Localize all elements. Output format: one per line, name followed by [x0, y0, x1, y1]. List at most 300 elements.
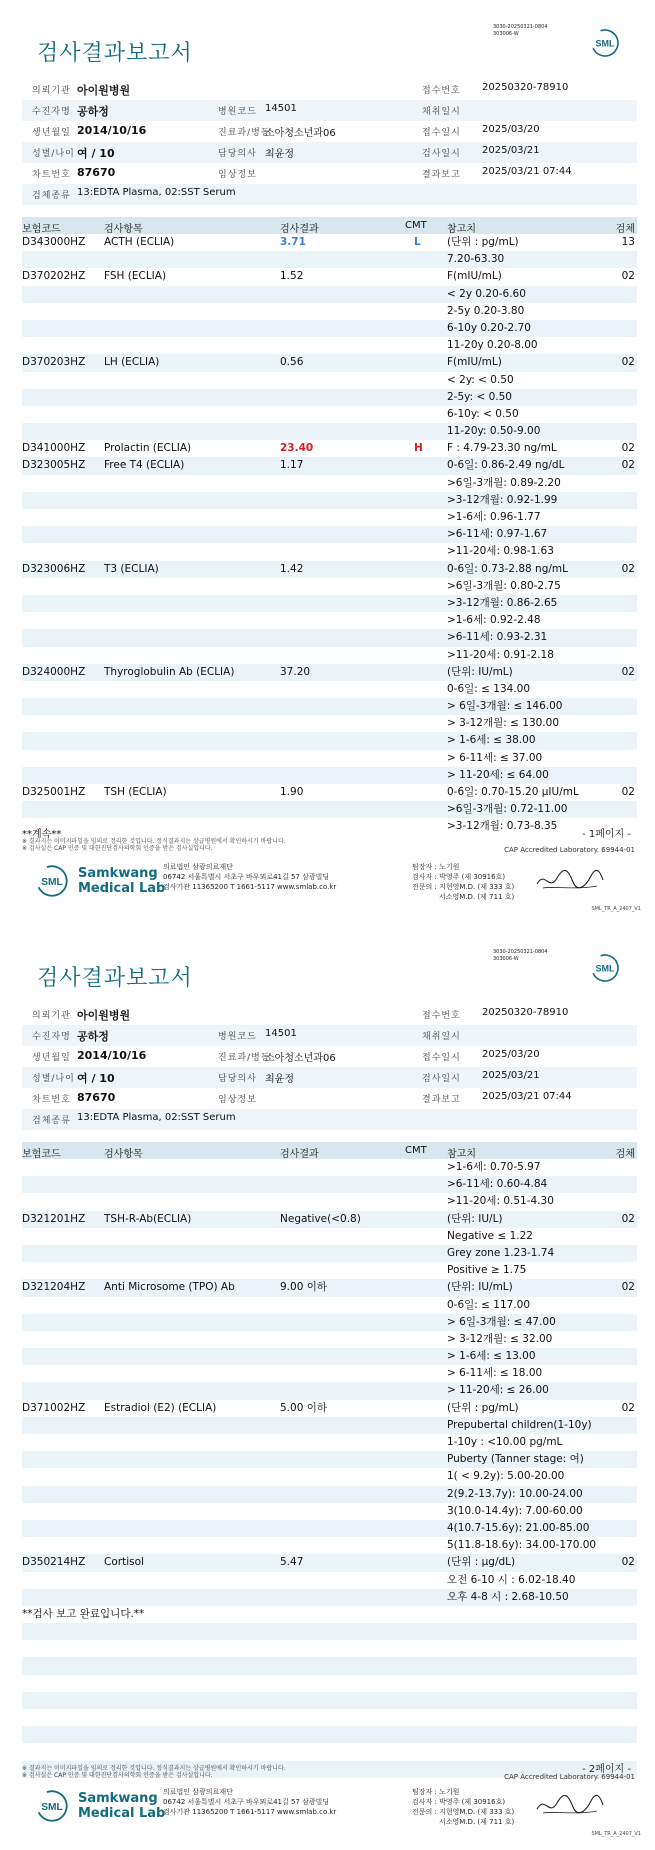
info-value-dob: 2014/10/16: [77, 1049, 147, 1062]
info-label: 결과보고: [422, 1095, 461, 1105]
table-row: [22, 1159, 637, 1176]
barcode-line: 3030-20250321-0804: [493, 949, 548, 955]
cell-ref: > 6일-3개월: ≤ 47.00: [447, 1315, 556, 1328]
cell-result: 9.00 이하: [280, 1281, 328, 1294]
logo-text: SML: [41, 1801, 63, 1813]
sml-logo-svg: [590, 28, 620, 58]
info-value-hospital_code: 14501: [265, 103, 297, 114]
table-row: [22, 1314, 637, 1331]
brand-line: Samkwang: [78, 1791, 158, 1806]
info-label: 접수번호: [422, 86, 461, 96]
brand-line: Medical Lab: [78, 1806, 166, 1821]
cell-result: 37.20: [280, 665, 311, 678]
report-page-2: [0, 925, 655, 1850]
info-label: 병원코드: [218, 107, 257, 117]
cell-result: 5.00 이하: [280, 1401, 328, 1414]
table-row: [22, 354, 637, 371]
cell-ref: 0-6일: ≤ 134.00: [447, 682, 531, 695]
table-row: [22, 268, 637, 285]
sml-logo-icon: [590, 28, 620, 58]
table-row: [22, 1228, 637, 1245]
table-row: [22, 561, 637, 578]
table-row: [22, 1537, 637, 1554]
examiner: 검사자 : 박영주 (제 30916호): [412, 1798, 506, 1806]
table-row: [22, 1675, 637, 1692]
cell-specimen: 02: [621, 270, 635, 283]
table-row: [22, 1657, 637, 1674]
info-value-patient: 공하정: [77, 105, 109, 118]
info-label: 채취일시: [422, 1032, 461, 1042]
cell-ref: >6일-3개월: 0.89-2.20: [447, 476, 561, 489]
info-value-doctor: 최윤정: [265, 1074, 294, 1085]
cell-code: **검사 보고 완료입니다.**: [22, 1607, 145, 1620]
header-result: 검사결과: [280, 224, 319, 235]
cell-ref: > 3-12개월: ≤ 130.00: [447, 717, 560, 730]
cell-ref: 5(11.8-18.6y): 34.00-170.00: [447, 1539, 597, 1552]
info-label: 의뢰기관: [32, 86, 71, 96]
table-row: [22, 1434, 637, 1451]
signature-icon: [535, 1791, 605, 1819]
cell-ref: >1-6세: 0.96-1.77: [447, 511, 541, 523]
cell-flag: H: [414, 442, 423, 455]
cell-code: D323006HZ: [22, 562, 86, 575]
cell-ref: (단위: IU/mL): [447, 1281, 513, 1294]
cell-code: D321201HZ: [22, 1212, 86, 1225]
lab-footer: [0, 860, 655, 920]
table-row: [22, 1365, 637, 1382]
cell-item: TSH-R-Ab(ECLIA): [104, 1212, 192, 1225]
cell-ref: 3(10.0-14.4y): 7.00-60.00: [447, 1504, 583, 1517]
barcode-line: 303006-W: [493, 956, 519, 962]
cell-ref: Negative ≤ 1.22: [447, 1229, 533, 1242]
cell-ref: 0-6일: ≤ 117.00: [447, 1298, 531, 1311]
cell-ref: F : 4.79-23.30 ng/mL: [447, 442, 557, 455]
cell-ref: (단위 : pg/mL): [447, 1401, 519, 1414]
cell-ref: >1-6세: 0.92-2.48: [447, 614, 541, 627]
table-row: [22, 612, 637, 629]
sml-logo-icon: [590, 953, 620, 983]
info-label: 생년월일: [32, 128, 71, 138]
table-header: [22, 1142, 637, 1159]
info-value-received: 2025/03/20: [482, 124, 540, 135]
table-row: [22, 664, 637, 681]
header-specimen: 검체: [615, 1149, 635, 1160]
cell-result: 5.47: [280, 1556, 304, 1569]
cell-flag: L: [414, 236, 421, 248]
cell-ref: >6-11세: 0.93-2.31: [447, 631, 548, 644]
brand-line: Samkwang: [78, 866, 158, 881]
examiner: 검사자 : 박영주 (제 30916호): [412, 873, 506, 881]
disclaimer-line: ※ 검사실은 CAP 인증 및 대한진단검사의학회 인증을 받은 검사실입니다.: [22, 845, 213, 852]
barcode-line: 3030-20250321-0804: [493, 24, 548, 30]
cell-ref: 2(9.2-13.7y): 10.00-24.00: [447, 1487, 583, 1500]
manager: 팀장자 : 노기원: [412, 863, 460, 871]
table-row: [22, 526, 637, 543]
cell-result: 1.52: [280, 270, 304, 283]
cell-ref: 0-6일: 0.86-2.49 ng/dL: [447, 459, 565, 472]
sml-logo-svg: [590, 953, 620, 983]
logo-text: SML: [41, 876, 63, 888]
info-row: [22, 1004, 637, 1025]
cell-ref: > 6일-3개월: ≤ 146.00: [447, 700, 563, 713]
sml-logo-icon: [35, 1789, 69, 1823]
lab-address: [163, 862, 336, 892]
cell-ref: > 6-11세: ≤ 37.00: [447, 751, 543, 764]
cell-specimen: 02: [621, 356, 635, 369]
header-item: 검사항목: [104, 224, 143, 235]
table-row: [22, 1692, 637, 1709]
cell-result: 1.42: [280, 562, 304, 575]
barcode-text: [493, 24, 548, 38]
info-row: [22, 79, 637, 100]
table-row: [22, 1743, 637, 1760]
table-row: [22, 1640, 637, 1657]
table-row: [22, 509, 637, 526]
info-label: 검사일시: [422, 1074, 461, 1084]
table-row: [22, 234, 637, 251]
info-label: 검사일시: [422, 149, 461, 159]
header-item: 검사항목: [104, 1149, 143, 1160]
table-row: [22, 1572, 637, 1589]
table-row: [22, 1348, 637, 1365]
cell-specimen: 02: [621, 1556, 635, 1569]
info-row: [22, 100, 637, 121]
info-label: 접수일시: [422, 1053, 461, 1063]
info-value-patient: 공하정: [77, 1030, 109, 1043]
table-row: [22, 372, 637, 389]
table-row: [22, 492, 637, 509]
results-table: [22, 1142, 637, 1778]
lab-footer: [0, 1785, 655, 1845]
info-label: 성별/나이: [32, 1074, 75, 1084]
continue-text: **계속**: [22, 829, 62, 840]
disclaimer-line: ※ 검사실은 CAP 인증 및 대한진단검사의학회 인증을 받은 검사실입니다.: [22, 1772, 213, 1779]
cell-ref: Grey zone 1.23-1.74: [447, 1246, 555, 1259]
header-ref: 참고치: [447, 224, 476, 235]
cell-result: 0.56: [280, 356, 304, 369]
info-row: [22, 184, 637, 205]
info-value-reported: 2025/03/21 07:44: [482, 166, 572, 177]
cell-item: Thyroglobulin Ab (ECLIA): [104, 665, 235, 678]
cell-ref: F(mIU/mL): [447, 356, 502, 369]
info-label: 결과보고: [422, 170, 461, 180]
info-label: 접수번호: [422, 1011, 461, 1021]
cell-ref: > 3-12개월: ≤ 32.00: [447, 1332, 553, 1345]
page-number: - 1페이지 -: [582, 829, 631, 840]
cell-specimen: 13: [621, 236, 635, 248]
cell-result: 23.40: [280, 442, 314, 455]
cell-result: 3.71: [280, 236, 306, 248]
cell-item: T3 (ECLIA): [104, 562, 159, 575]
table-row: [22, 251, 637, 268]
info-label: 임상정보: [218, 1095, 257, 1105]
table-row: [22, 423, 637, 440]
cell-ref: 11-20y: 0.50-9.00: [447, 425, 541, 438]
header-cmt: CMT: [405, 220, 427, 231]
table-row: [22, 286, 637, 303]
signatories: [412, 1787, 514, 1827]
cap-accreditation: CAP Accredited Laboratory. 69944-01: [504, 1773, 635, 1781]
cell-item: LH (ECLIA): [104, 356, 160, 369]
confirm-doctor: 전문의 : 지현영M.D. (제 333 호): [412, 883, 515, 891]
info-label: 성별/나이: [32, 149, 75, 159]
table-row: [22, 647, 637, 664]
table-row: [22, 1176, 637, 1193]
table-row: [22, 337, 637, 354]
cell-ref: 11-20y 0.20-8.00: [447, 339, 538, 352]
info-label: 검체종류: [32, 191, 71, 201]
cell-ref: >6-11세: 0.97-1.67: [447, 528, 548, 541]
signature-icon: [535, 866, 605, 894]
table-row: [22, 801, 637, 818]
table-row: [22, 732, 637, 749]
table-row: [22, 1468, 637, 1485]
table-row: [22, 784, 637, 801]
table-row: [22, 475, 637, 492]
table-row: [22, 1451, 637, 1468]
cell-ref: 4(10.7-15.6y): 21.00-85.00: [447, 1521, 590, 1534]
info-row: [22, 1088, 637, 1109]
cell-ref: (단위 : pg/mL): [447, 236, 519, 248]
cell-ref: Positive ≥ 1.75: [447, 1264, 527, 1277]
info-label: 임상정보: [218, 170, 257, 180]
info-label: 차트번호: [32, 170, 71, 180]
info-value-hospital_code: 14501: [265, 1028, 297, 1039]
cell-ref: >3-12개월: 0.86-2.65: [447, 596, 558, 609]
brand-name: [78, 866, 165, 896]
cell-specimen: 02: [621, 1401, 635, 1414]
disclaimer: [22, 1765, 286, 1779]
contact: 검사기관 11365200 T 1661-5117 www.smlab.co.kr: [163, 883, 337, 891]
cell-code: D325001HZ: [22, 786, 86, 798]
contact: 검사기관 11365200 T 1661-5117 www.smlab.co.kr: [163, 1808, 337, 1816]
table-row: [22, 1193, 637, 1210]
info-row: [22, 1025, 637, 1046]
cell-ref: > 11-20세: ≤ 26.00: [447, 1384, 549, 1397]
cell-ref: 6-10y: < 0.50: [447, 407, 519, 420]
table-row: [22, 629, 637, 646]
table-row: [22, 389, 637, 406]
report-title: 검사결과보고서: [37, 966, 193, 991]
cell-item: Free T4 (ECLIA): [104, 459, 185, 472]
table-row: [22, 320, 637, 337]
info-value-chart: 87670: [77, 166, 116, 179]
cell-item: Cortisol: [104, 1556, 144, 1569]
cell-ref: 6-10y 0.20-2.70: [447, 321, 531, 334]
cell-item: Prolactin (ECLIA): [104, 442, 192, 455]
info-value-receipt_no: 20250320-78910: [482, 82, 569, 93]
info-value-receipt_no: 20250320-78910: [482, 1007, 569, 1018]
table-row: [22, 1589, 637, 1606]
cell-ref: > 1-6세: ≤ 38.00: [447, 734, 536, 747]
cell-ref: 7.20-63.30: [447, 253, 505, 266]
doc-code: SML_TR_A_2407_V1: [591, 906, 641, 912]
table-row: [22, 595, 637, 612]
info-label: 수진자명: [32, 1032, 71, 1042]
doc-code: SML_TR_A_2407_V1: [591, 1831, 641, 1837]
manager: 팀장자 : 노기원: [412, 1788, 460, 1796]
cell-ref: 1-10y : <10.00 pg/mL: [447, 1436, 563, 1448]
info-label: 담당의사: [218, 1074, 257, 1084]
table-row: [22, 1400, 637, 1417]
info-label: 검체종류: [32, 1116, 71, 1126]
logo-text: SML: [595, 963, 615, 974]
table-row: [22, 1554, 637, 1571]
table-row: [22, 1262, 637, 1279]
info-label: 의뢰기관: [32, 1011, 71, 1021]
org-name: 의료법인 삼광의료재단: [163, 863, 233, 871]
cell-ref: 1( < 9.2y): 5.00-20.00: [447, 1470, 565, 1483]
info-value-chart: 87670: [77, 1091, 116, 1104]
table-row: [22, 1709, 637, 1726]
cell-code: D343000HZ: [22, 236, 86, 248]
cell-ref: >11-20세: 0.91-2.18: [447, 648, 554, 661]
cell-code: D350214HZ: [22, 1556, 86, 1569]
header-code: 보험코드: [22, 224, 61, 235]
cell-ref: (단위 : µg/dL): [447, 1556, 516, 1569]
cell-ref: Prepubertal children(1-10y): [447, 1418, 592, 1431]
info-label: 채취일시: [422, 107, 461, 117]
header-code: 보험코드: [22, 1149, 61, 1160]
cell-specimen: 02: [621, 786, 635, 798]
cell-result: 1.17: [280, 459, 304, 472]
info-label: 진료과/병동: [218, 128, 271, 138]
info-label: 생년월일: [32, 1053, 71, 1063]
cell-ref: 오전 6-10 시 : 6.02-18.40: [447, 1573, 576, 1586]
patient-info: [22, 1004, 637, 1130]
table-row: [22, 1486, 637, 1503]
lab-address: [163, 1787, 336, 1817]
info-value-specimen: 13:EDTA Plasma, 02:SST Serum: [77, 187, 236, 198]
cell-ref: < 2y: < 0.50: [447, 373, 514, 386]
header-result: 검사결과: [280, 1149, 319, 1160]
info-value-received: 2025/03/20: [482, 1049, 540, 1060]
info-label: 접수일시: [422, 128, 461, 138]
confirm-doctor: 서소영M.D. (제 711 호): [439, 893, 515, 901]
info-row: [22, 142, 637, 163]
table-row: [22, 543, 637, 560]
cell-code: D321204HZ: [22, 1281, 86, 1294]
table-row: [22, 578, 637, 595]
results-table: [22, 217, 637, 836]
table-row: [22, 1520, 637, 1537]
header-specimen: 검체: [615, 224, 635, 235]
info-value-doctor: 최윤정: [265, 149, 294, 160]
table-row: [22, 1503, 637, 1520]
confirm-doctor: 전문의 : 지현영M.D. (제 333 호): [412, 1808, 515, 1816]
cell-specimen: 02: [621, 665, 635, 678]
table-row: [22, 818, 637, 835]
cell-ref: < 2y 0.20-6.60: [447, 287, 526, 300]
cell-item: Anti Microsome (TPO) Ab: [104, 1281, 235, 1294]
disclaimer-line: ※ 결과지는 이미지파일을 임의로 정리한 것입니다. 정식결과지는 상급병원에서 확인하시기 바랍니다.: [22, 838, 286, 845]
org-name: 의료법인 삼광의료재단: [163, 1788, 233, 1796]
cell-result: 1.90: [280, 786, 304, 798]
cell-ref: 0-6일: 0.70-15.20 µIU/mL: [447, 786, 579, 798]
cell-ref: 오후 4-8 시 : 2.68-10.50: [447, 1590, 569, 1603]
cell-ref: 2-5y 0.20-3.80: [447, 304, 525, 317]
cell-ref: > 11-20세: ≤ 64.00: [447, 768, 549, 781]
cell-specimen: 02: [621, 1281, 635, 1294]
table-row: [22, 457, 637, 474]
cap-accreditation: CAP Accredited Laboratory. 69944-01: [504, 846, 635, 854]
sml-footer-logo-svg: [35, 864, 69, 898]
logo-text: SML: [595, 38, 615, 49]
sml-footer-logo-svg: [35, 1789, 69, 1823]
cell-item: FSH (ECLIA): [104, 270, 167, 283]
info-value-institution: 아이원병원: [77, 84, 131, 97]
info-row: [22, 1109, 637, 1130]
cell-ref: >11-20세: 0.51-4.30: [447, 1195, 554, 1208]
cell-specimen: 02: [621, 1212, 635, 1225]
info-label: 진료과/병동: [218, 1053, 271, 1063]
cell-specimen: 02: [621, 459, 635, 472]
info-row: [22, 1046, 637, 1067]
table-row: [22, 1606, 637, 1623]
brand-line: Medical Lab: [78, 881, 166, 896]
patient-info: [22, 79, 637, 205]
cell-specimen: 02: [621, 442, 635, 455]
table-row: [22, 715, 637, 732]
table-row: [22, 767, 637, 784]
table-row: [22, 1211, 637, 1228]
info-value-dept: 소아청소년과06: [265, 128, 336, 139]
cell-ref: >6일-3개월: 0.80-2.75: [447, 579, 561, 592]
cell-code: D324000HZ: [22, 665, 86, 678]
table-row: [22, 1331, 637, 1348]
cell-ref: >3-12개월: 0.73-8.35: [447, 820, 558, 833]
table-row: [22, 440, 637, 457]
info-value-reported: 2025/03/21 07:44: [482, 1091, 572, 1102]
cell-ref: > 6-11세: ≤ 18.00: [447, 1367, 543, 1380]
cell-code: D341000HZ: [22, 442, 86, 455]
cell-ref: >6일-3개월: 0.72-11.00: [447, 803, 568, 816]
info-value-institution: 아이원병원: [77, 1009, 131, 1022]
cell-ref: >3-12개월: 0.92-1.99: [447, 493, 558, 506]
cell-ref: Puberty (Tanner stage: 여): [447, 1453, 584, 1466]
info-row: [22, 1067, 637, 1088]
cell-item: ACTH (ECLIA): [104, 236, 175, 248]
brand-name: [78, 1791, 165, 1821]
info-label: 차트번호: [32, 1095, 71, 1105]
info-label: 담당의사: [218, 149, 257, 159]
table-row: [22, 1417, 637, 1434]
confirm-doctor: 서소영M.D. (제 711 호): [439, 1818, 515, 1826]
table-row: [22, 1382, 637, 1399]
cell-code: D371002HZ: [22, 1401, 86, 1414]
cell-ref: > 1-6세: ≤ 13.00: [447, 1350, 536, 1363]
page-number: - 2페이지 -: [582, 1764, 631, 1775]
table-header: [22, 217, 637, 234]
info-value-tested: 2025/03/21: [482, 145, 540, 156]
header-cmt: CMT: [405, 1145, 427, 1156]
table-row: [22, 1297, 637, 1314]
cell-code: D370202HZ: [22, 270, 86, 283]
info-value-sex_age: 여 / 10: [77, 147, 115, 160]
info-label: 병원코드: [218, 1032, 257, 1042]
cell-ref: (단위: IU/L): [447, 1212, 503, 1225]
cell-ref: >6-11세: 0.60-4.84: [447, 1178, 548, 1191]
header-ref: 참고치: [447, 1149, 476, 1160]
info-value-sex_age: 여 / 10: [77, 1072, 115, 1085]
table-row: [22, 406, 637, 423]
disclaimer: [22, 838, 286, 852]
barcode-line: 303006-W: [493, 31, 519, 37]
info-value-dept: 소아청소년과06: [265, 1053, 336, 1064]
cell-ref: F(mIU/mL): [447, 270, 502, 283]
info-value-specimen: 13:EDTA Plasma, 02:SST Serum: [77, 1112, 236, 1123]
table-row: [22, 1279, 637, 1296]
